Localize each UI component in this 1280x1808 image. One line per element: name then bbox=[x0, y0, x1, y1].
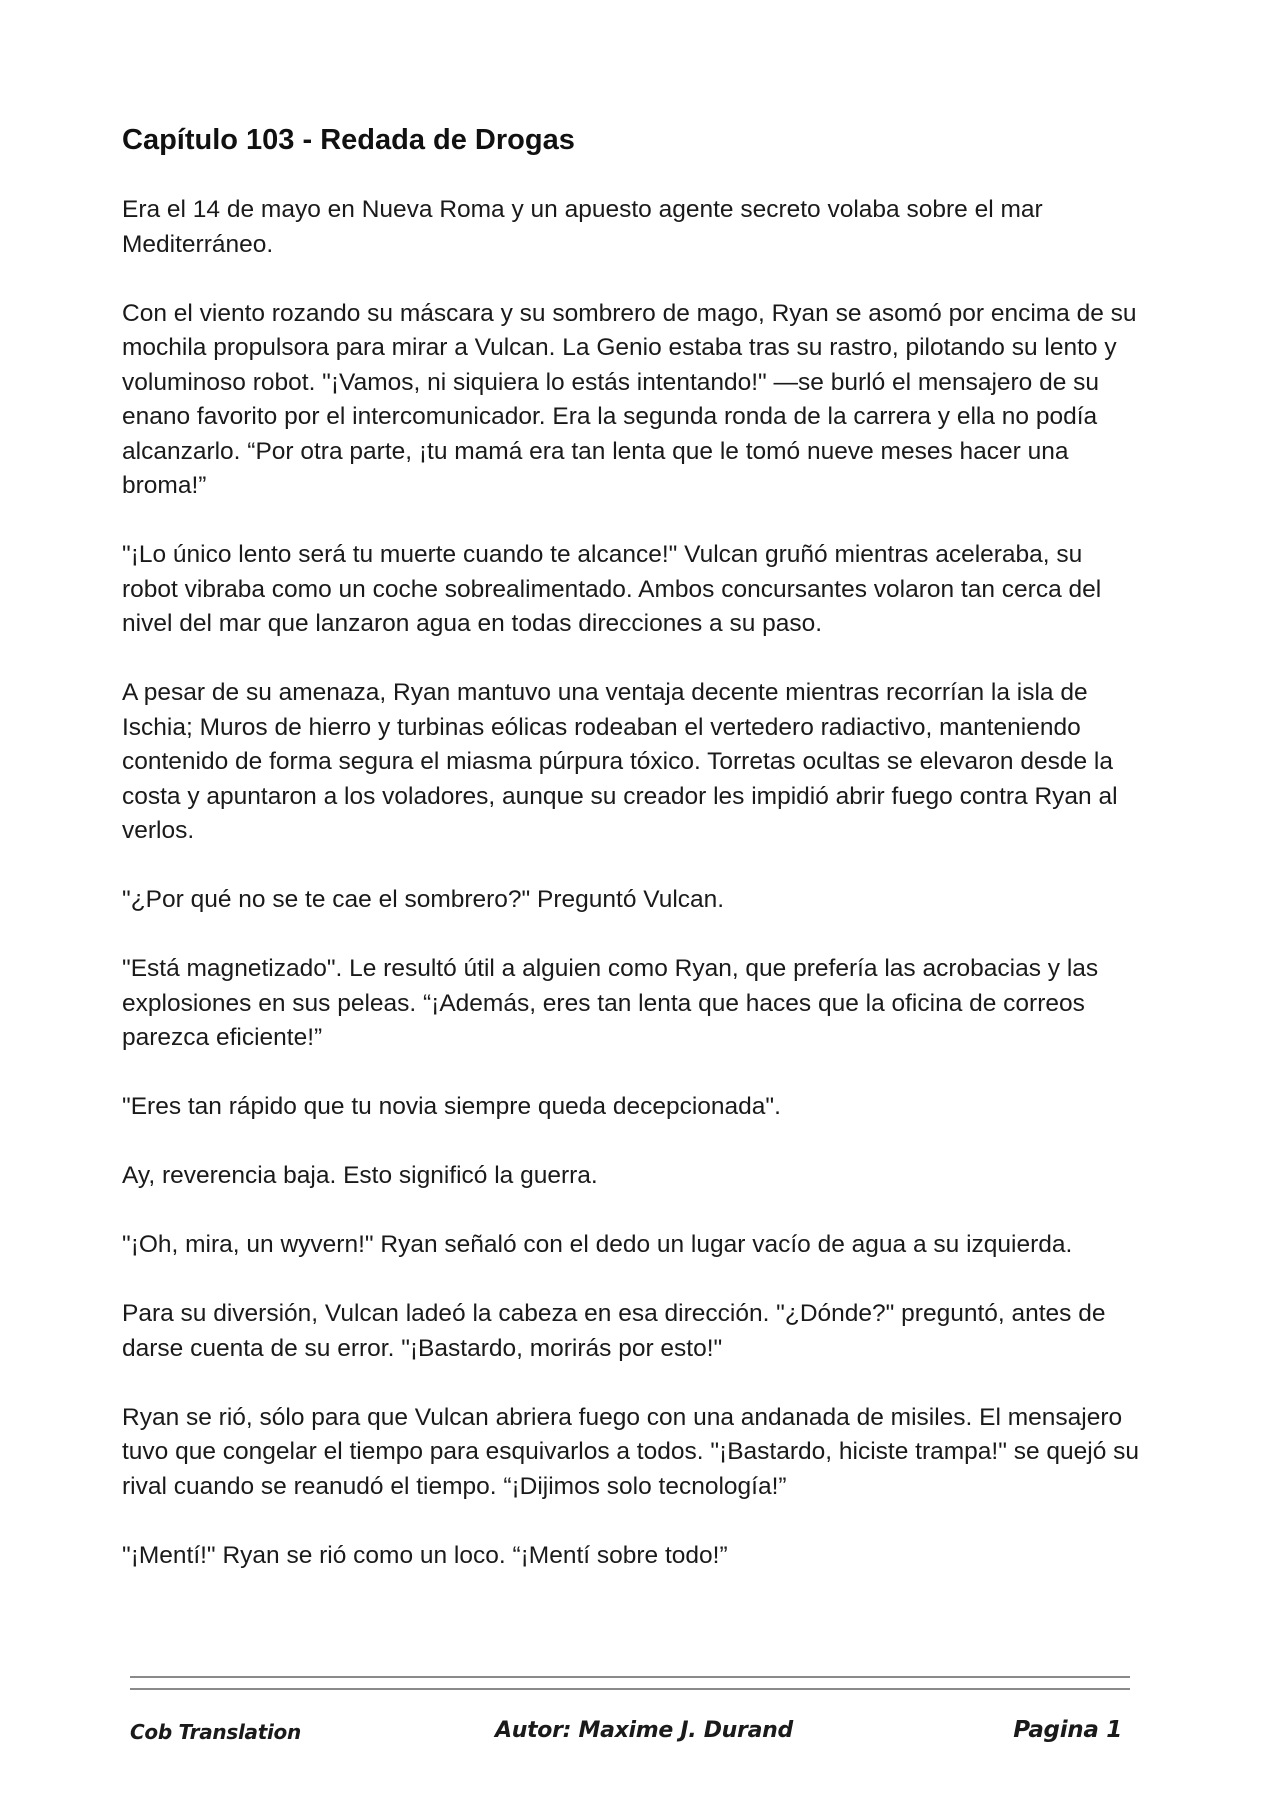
paragraph: Era el 14 de mayo en Nueva Roma y un apuesto agente secreto volaba sobre el mar Mediterráneo. bbox=[122, 196, 1043, 258]
document-body bbox=[122, 120, 1142, 1608]
paragraph: "¡Lo único lento será tu muerte cuando te alcance!" Vulcan gruñó mientras aceleraba, su robot vibraba como un coche sobrealimentado. Ambos concursantes volaron tan cerca del nivel del mar que lanzaron agua en todas direcciones a su paso. bbox=[122, 541, 1102, 637]
footer-divider bbox=[130, 1688, 1130, 1690]
paragraph: Con el viento rozando su máscara y su sombrero de mago, Ryan se asomó por encima de su mochila propulsora para mirar a Vulcan. La Genio estaba tras su rastro, pilotando su lento y voluminoso robot. "¡Vamos, ni siquiera lo estás intentando!" —se burló el mensajero de su enano favorito por el intercomunicador. Era la segunda ronda de la carrera y ella no podía alcanzarlo. “Por otra parte, ¡tu mamá era tan lenta que le tomó nueve meses hacer una broma!” bbox=[122, 299, 1137, 499]
paragraph: "¿Por qué no se te cae el sombrero?" Preguntó Vulcan. bbox=[122, 886, 725, 913]
chapter-title: Capítulo 103 - Redada de Drogas bbox=[122, 124, 575, 156]
paragraph: A pesar de su amenaza, Ryan mantuvo una ventaja decente mientras recorrían la isla de Ischia; Muros de hierro y turbinas eólicas rodeaban el vertedero radiactivo, manteniendo contenido de forma segura el miasma púrpura tóxico. Torretas ocultas se elevaron desde la costa y apuntaron a los voladores, aunque su creador les impidió abrir fuego contra Ryan al verlos. bbox=[122, 679, 1118, 844]
paragraph: "Está magnetizado". Le resultó útil a alguien como Ryan, que prefería las acrobacias y las explosiones en sus peleas. “¡Además, eres tan lenta que haces que la oficina de correos parezca eficiente!” bbox=[122, 955, 1099, 1051]
paragraph: "Eres tan rápido que tu novia siempre queda decepcionada". bbox=[122, 1093, 781, 1120]
paragraph: "¡Mentí!" Ryan se rió como un loco. “¡Mentí sobre todo!” bbox=[122, 1541, 728, 1569]
footer-translator: Cob Translation bbox=[130, 1720, 301, 1744]
footer-page-number: Pagina 1 bbox=[1013, 1717, 1122, 1743]
paragraph: Para su diversión, Vulcan ladeó la cabeza en esa dirección. "¿Dónde?" preguntó, antes de darse cuenta de su error. "¡Bastardo, morirás por esto!" bbox=[122, 1300, 1106, 1362]
paragraph: Ay, reverencia baja. Esto significó la guerra. bbox=[122, 1162, 598, 1189]
paragraph: Ryan se rió, sólo para que Vulcan abriera fuego con una andanada de misiles. El mensajero tuvo que congelar el tiempo para esquivarlos a todos. "¡Bastardo, hiciste trampa!" se quejó su rival cuando se reanudó el tiempo. “¡Dijimos solo tecnología!” bbox=[122, 1403, 1140, 1500]
page-footer bbox=[130, 1714, 1130, 1748]
paragraph: "¡Oh, mira, un wyvern!" Ryan señaló con el dedo un lugar vacío de agua a su izquierda. bbox=[122, 1231, 1073, 1258]
footer-author: Autor: Maxime J. Durand bbox=[495, 1718, 793, 1743]
footer-divider bbox=[130, 1676, 1130, 1678]
